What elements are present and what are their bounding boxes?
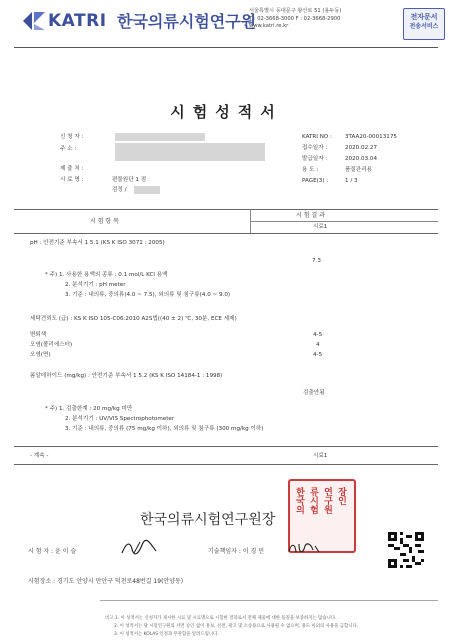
- inspection-label: 검정 /: [112, 187, 127, 193]
- katri-no-label: KATRI NO :: [302, 134, 332, 140]
- redacted-address: [115, 143, 265, 161]
- received-value: 2020.02.27: [345, 145, 378, 151]
- institute-name: 한국의류시험연구원: [117, 12, 257, 31]
- column-divider: [250, 209, 251, 233]
- ph-note: * 주) 1. 사용한 용액의 종류 : 0.1 mol/L KCl 용액: [45, 272, 168, 278]
- document-title: 시험성적서: [170, 103, 283, 121]
- formaldehyde-note: 2. 분석기기 : UV/VIS Spectrophotometer: [65, 416, 175, 422]
- issued-value: 2020.03.04: [345, 156, 378, 162]
- continue-label: - 계속 -: [30, 453, 49, 459]
- footer-note: 비고 1. 이 성적서는 신청자가 제시한 시료 및 시료명으로 시험한 결과로서 전체 제품에 대한 품질을 보증하지는 않습니다.: [105, 616, 337, 621]
- website-line: www.katri.re.kr: [249, 23, 289, 29]
- manager-label: 기술책임자 : 이 경 민: [208, 548, 265, 555]
- wash-test-title: 세탁견뢰도 (급) : KS K ISO 105-C06:2010 A2S법((40 ± 2) ℃, 30분, ECE 세제): [30, 316, 237, 322]
- test-location: 시험장소 : 경기도 안양시 만안구 덕천로48번길 19(안양동): [28, 578, 184, 585]
- applicant-label: 신 청 자 :: [60, 134, 84, 140]
- footer-note: 2. 이 성적서는 당 시험연구원의 서면 승인 없이 홍보, 선전, 광고 및 소송용으로 사용될 수 없으며, 용도 이외의 사용을 금합니다.: [114, 624, 359, 629]
- redacted-applicant: [115, 133, 205, 141]
- ph-test-title: pH : 안전기준 부속서 1 5.1 (KS K ISO 3071 : 2005): [30, 240, 165, 246]
- formaldehyde-test-value: 검출안됨: [303, 390, 325, 396]
- result-sub-line: [250, 221, 438, 222]
- formaldehyde-test-title: 폼알데하이드 (mg/kg) : 안전기준 부속서 1 5.2 (KS K ISO 14184-1 : 1998): [30, 373, 223, 379]
- badge-line: 전자문서: [410, 13, 438, 21]
- redacted-inspection: [134, 186, 160, 194]
- wash-row-label: 오염(면): [30, 352, 51, 358]
- wash-row-label: 변퇴색: [30, 332, 47, 338]
- tester-signature-icon: [120, 539, 160, 561]
- manager-signature-icon: [287, 540, 321, 560]
- stamp-text: 연구원: [322, 487, 332, 514]
- wash-row-value: 4-5: [313, 352, 323, 358]
- logo-text: KATRI: [48, 11, 107, 31]
- address-label: 주 소 :: [60, 146, 77, 152]
- purpose-label: 용 도 :: [302, 167, 319, 173]
- stamp-text: 류시험: [308, 487, 318, 514]
- formaldehyde-note: 3. 기준 : 내의류, 중의류 (75 mg/kg 이하), 외의류 및 침구류 (300 mg/kg 이하): [65, 426, 264, 432]
- wash-row-label: 오염(폴리에스터): [30, 342, 73, 348]
- purpose-value: 품질관리용: [345, 167, 373, 173]
- sample-header: 시료1: [313, 224, 328, 230]
- received-label: 접수일자 :: [302, 145, 328, 151]
- page-label: PAGE(3) :: [302, 178, 329, 184]
- wash-row-value: 4: [316, 342, 320, 348]
- address-line: 서울특별시 동대문구 왕산로 51 (용두동): [249, 8, 342, 14]
- test-item-header: 시 험 항 목: [90, 218, 119, 225]
- page-value: 1 / 3: [345, 178, 358, 184]
- phone-line: T : 02-3668-3000 F : 02-3668-2900: [249, 15, 341, 22]
- issued-label: 발급일자 :: [302, 156, 328, 162]
- ph-note: 3. 기준 : 내의류, 중의류(4.0 ~ 7.5), 외의류 및 침구류(4.0 ~ 9.0): [65, 292, 231, 298]
- table-bottom-line: [14, 446, 438, 447]
- header-address: [249, 8, 399, 31]
- footer-divider: [100, 600, 438, 601]
- table-top-line: [14, 209, 438, 210]
- tester-label: 시 험 자 : 윤 이 슬: [28, 548, 77, 555]
- qr-code-icon: [388, 532, 424, 568]
- formaldehyde-note: * 주) 1. 검출한계 : 20 mg/kg 미만: [45, 406, 133, 412]
- sample-label: 시 료 명 :: [60, 177, 84, 183]
- katri-no-value: 3TAA20-00013175: [345, 134, 397, 140]
- manufacturer-label: 제 출 처 :: [60, 166, 84, 172]
- ph-note: 2. 분석기기 : pH meter: [65, 282, 126, 288]
- wash-row-value: 4-5: [313, 332, 323, 338]
- header-divider: [14, 47, 438, 48]
- sample-value: 편물원단 1 점: [112, 177, 147, 183]
- katri-logo-icon: [21, 10, 47, 32]
- footer-note: 3. 이 성적서는 KOLAS 인정과 무관함을 알려드립니다.: [114, 632, 219, 637]
- ph-test-value: 7.3: [312, 258, 321, 264]
- stamp-text: 한국의: [294, 487, 304, 514]
- organization-head: 한국의류시험연구원장: [140, 512, 276, 528]
- e-document-badge: [403, 8, 445, 40]
- test-result-header: 시 험 결 과: [296, 212, 325, 219]
- continue-sample: 시료1: [313, 453, 328, 459]
- stamp-text: 장인: [336, 487, 346, 505]
- table-end-line: [14, 464, 438, 465]
- badge-line: 전송서비스: [409, 23, 439, 30]
- table-header-line: [14, 233, 438, 234]
